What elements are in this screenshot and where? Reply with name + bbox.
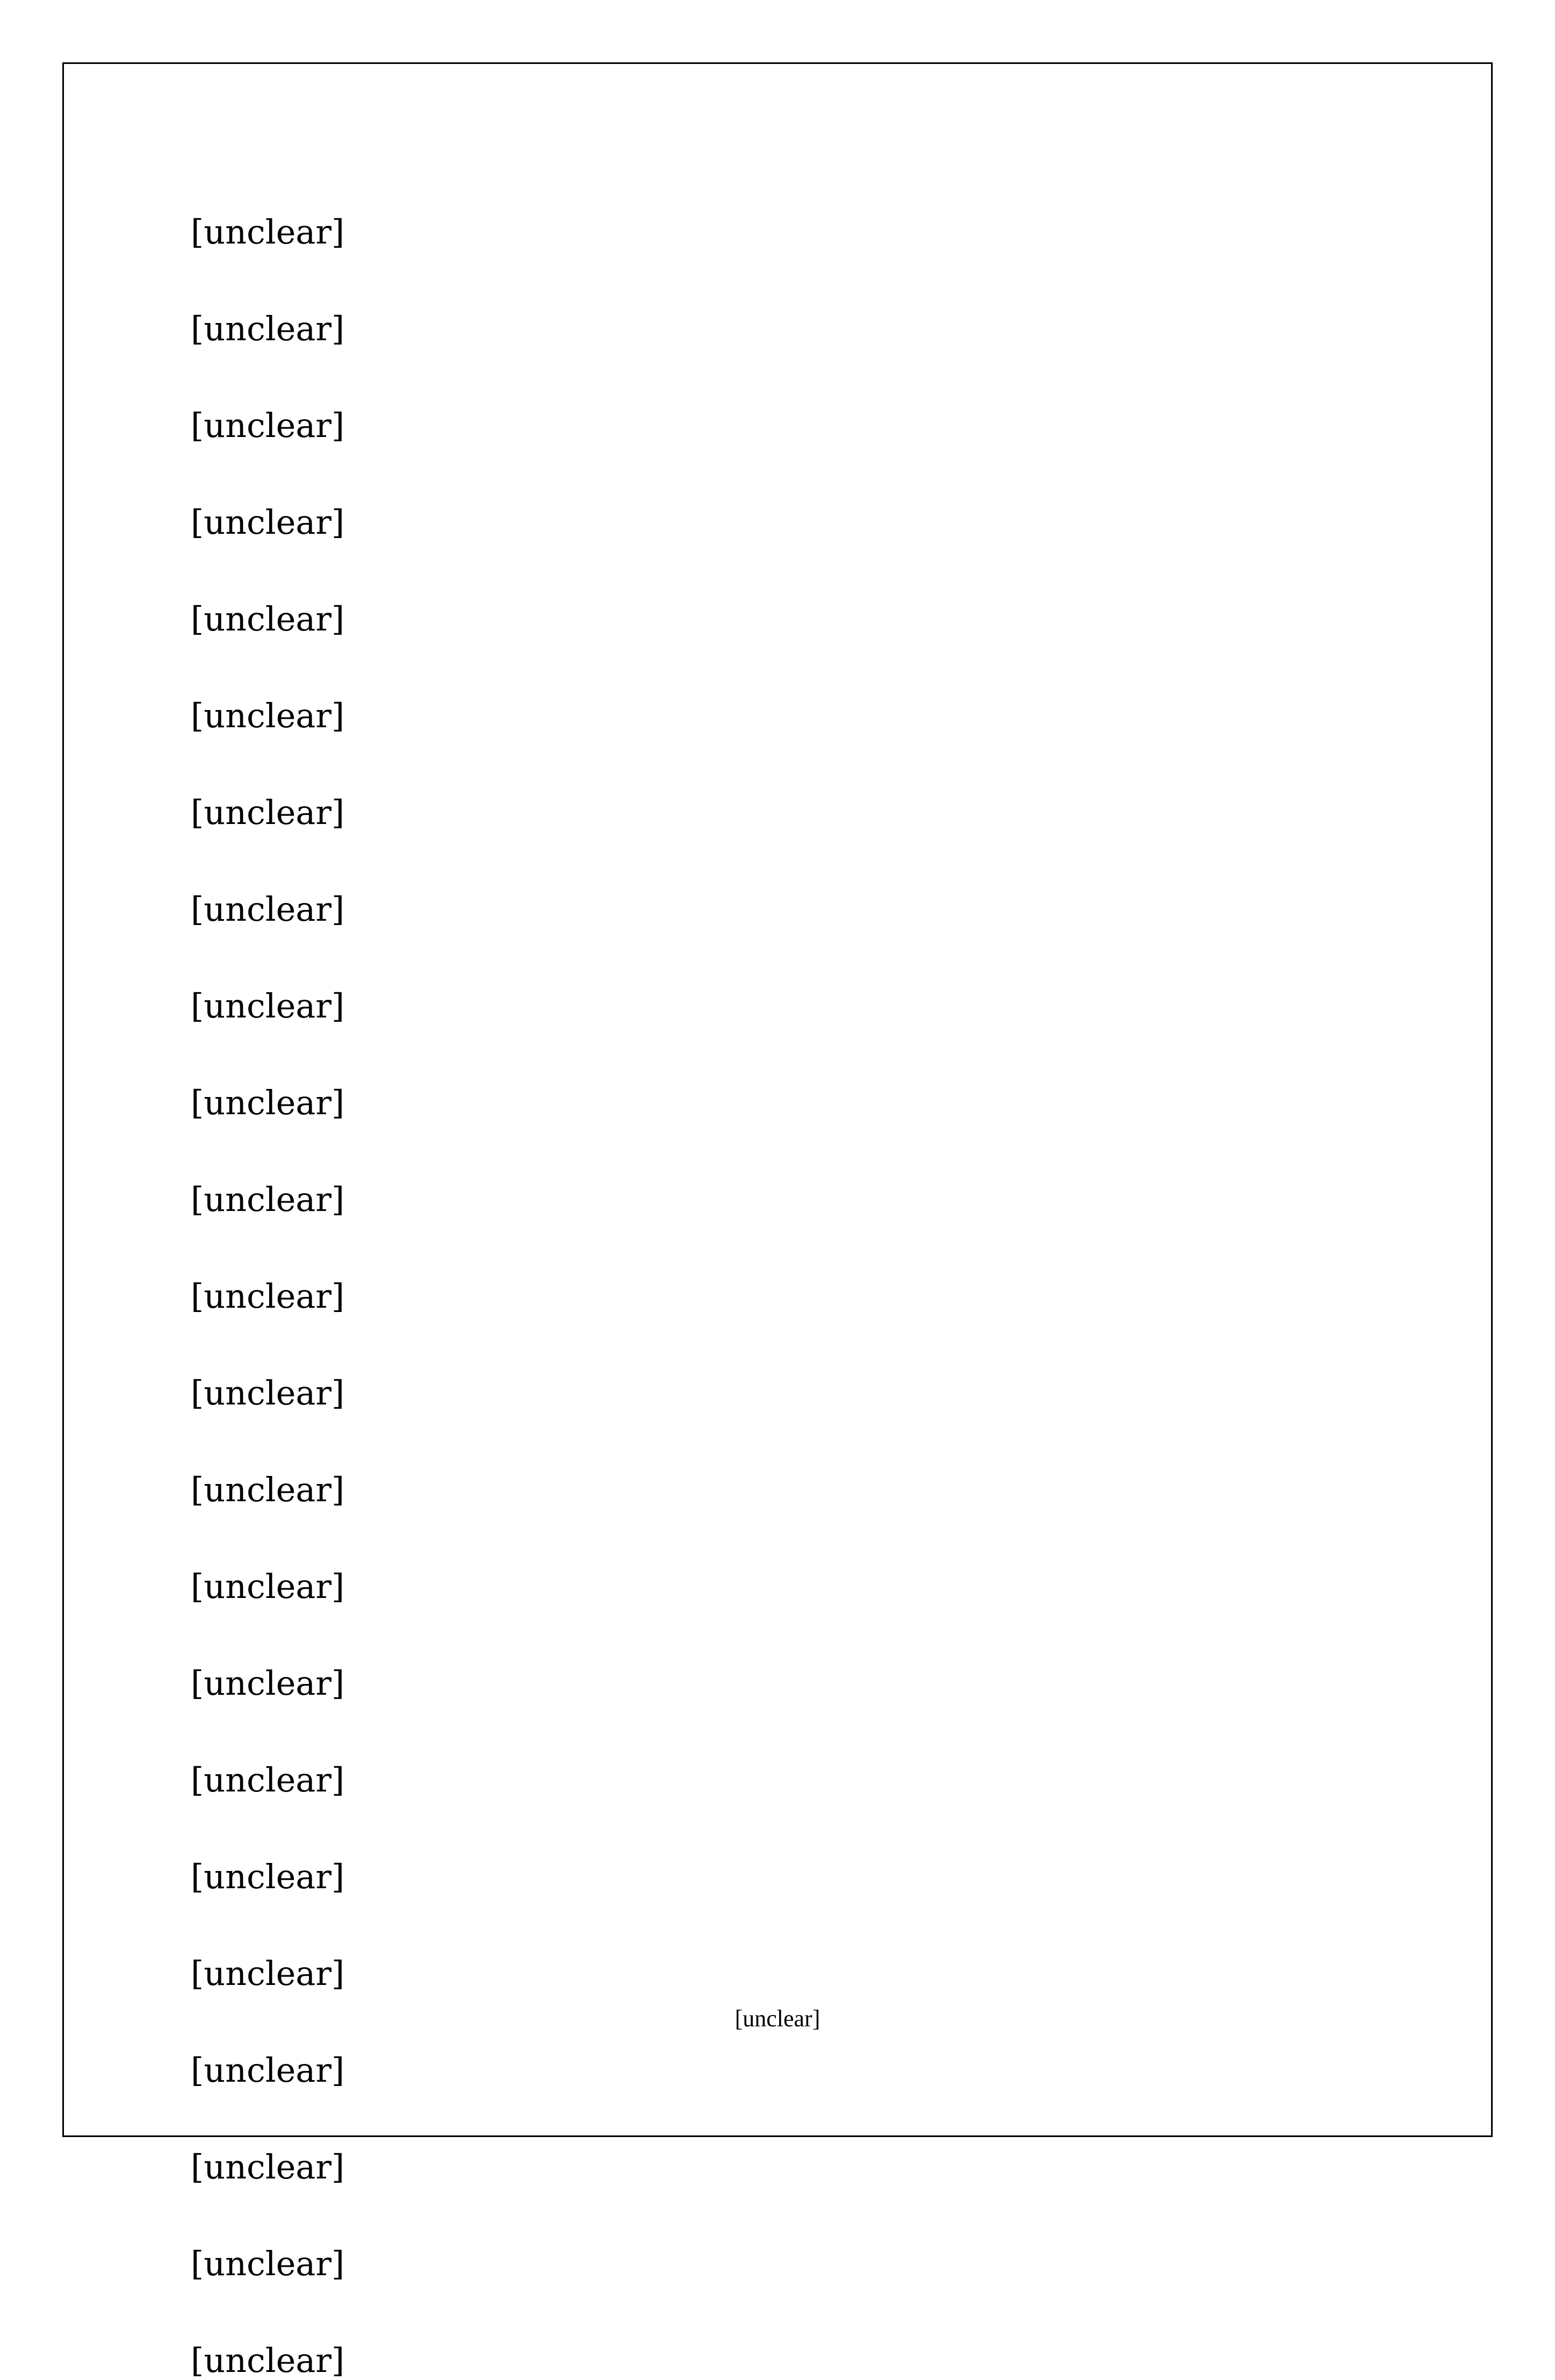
text-line: [unclear] <box>191 2051 345 2090</box>
text-line: [unclear] <box>191 696 345 735</box>
text-line: [unclear] <box>191 1857 345 1896</box>
text-line: [unclear] <box>191 1083 345 1122</box>
text-line: [unclear] <box>191 1180 345 1219</box>
text-line: [unclear] <box>191 1760 345 1800</box>
page-footer: [unclear] <box>735 2005 820 2032</box>
text-line: [unclear] <box>191 503 345 542</box>
text-line: [unclear] <box>191 2341 345 2380</box>
text-line: [unclear] <box>191 2147 345 2187</box>
text-line: [unclear] <box>191 2244 345 2283</box>
text-line: [unclear] <box>191 793 345 832</box>
text-line: [unclear] <box>191 599 345 639</box>
text-line: [unclear] <box>191 986 345 1026</box>
text-line: [unclear] <box>191 1567 345 1606</box>
text-line: [unclear] <box>191 1470 345 1509</box>
text-line: [unclear] <box>191 1277 345 1316</box>
text-line: [unclear] <box>191 1664 345 1703</box>
text-line: [unclear] <box>191 309 345 348</box>
text-line: [unclear] <box>191 890 345 929</box>
text-line: [unclear] <box>191 1373 345 1413</box>
text-line: [unclear] <box>191 212 345 252</box>
text-line: [unclear] <box>191 1954 345 1993</box>
text-line: [unclear] <box>191 406 345 445</box>
